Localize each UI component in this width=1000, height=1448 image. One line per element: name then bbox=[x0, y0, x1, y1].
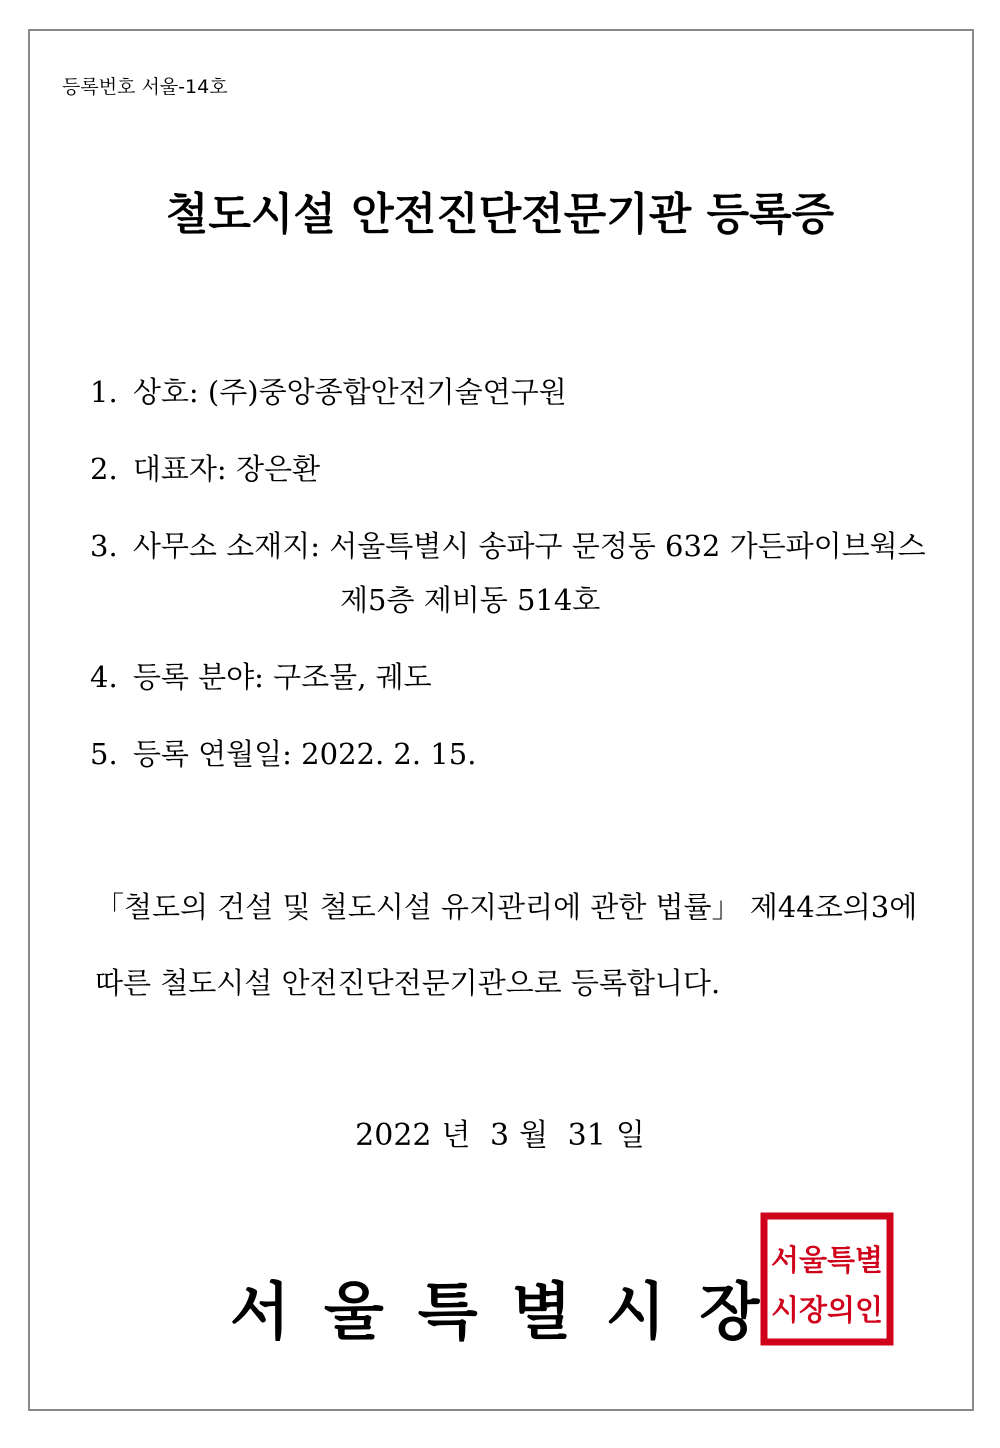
official-seal-stamp bbox=[760, 1212, 894, 1346]
issuer-name: 서울특별시장 bbox=[230, 1275, 794, 1348]
statement-line-1: 「철도의 건설 및 철도시설 유지관리에 관한 법률」 제44조의3에 bbox=[95, 890, 918, 924]
item-representative bbox=[90, 447, 320, 488]
issue-day-unit: 일 bbox=[615, 1118, 645, 1153]
item-office-address-continued: 제5층 제비동 514호 bbox=[340, 583, 601, 617]
item-registration-date bbox=[90, 732, 476, 773]
issue-month: 3 bbox=[490, 1118, 510, 1153]
item-number: 3. bbox=[90, 529, 118, 563]
item-label: 사무소 소재지: bbox=[132, 529, 320, 563]
item-value: 2022. 2. 15. bbox=[301, 737, 477, 771]
item-label: 등록 분야: bbox=[132, 660, 264, 694]
item-value: 구조물, 궤도 bbox=[273, 660, 432, 694]
issue-date bbox=[0, 1110, 1000, 1154]
seal-text-line-1: 서울특별 bbox=[770, 1243, 884, 1277]
item-number: 4. bbox=[90, 660, 118, 694]
registration-number: 등록번호 서울-14호 bbox=[62, 76, 228, 98]
item-value: 서울특별시 송파구 문정동 632 가든파이브웍스 bbox=[329, 529, 926, 563]
statement-line-2: 따른 철도시설 안전진단전문기관으로 등록합니다. bbox=[95, 966, 721, 1000]
item-number: 2. bbox=[90, 452, 118, 486]
item-office-address bbox=[90, 524, 926, 565]
item-registration-field bbox=[90, 655, 432, 696]
item-company-name bbox=[90, 370, 567, 411]
item-number: 1. bbox=[90, 375, 118, 409]
item-label: 상호: bbox=[132, 375, 199, 409]
item-label: 등록 연월일: bbox=[132, 737, 292, 771]
item-value: (주)중앙종합안전기술연구원 bbox=[207, 375, 567, 409]
item-number: 5. bbox=[90, 737, 118, 771]
issue-year-unit: 년 bbox=[441, 1118, 471, 1153]
issue-month-unit: 월 bbox=[519, 1118, 549, 1153]
item-value: 장은환 bbox=[235, 452, 320, 486]
issue-year: 2022 bbox=[355, 1118, 432, 1153]
item-label: 대표자: bbox=[132, 452, 227, 486]
seal-text-line-2: 시장의인 bbox=[770, 1293, 884, 1327]
certificate-title: 철도시설 안전진단전문기관 등록증 bbox=[165, 189, 835, 240]
issue-day: 31 bbox=[567, 1118, 606, 1153]
